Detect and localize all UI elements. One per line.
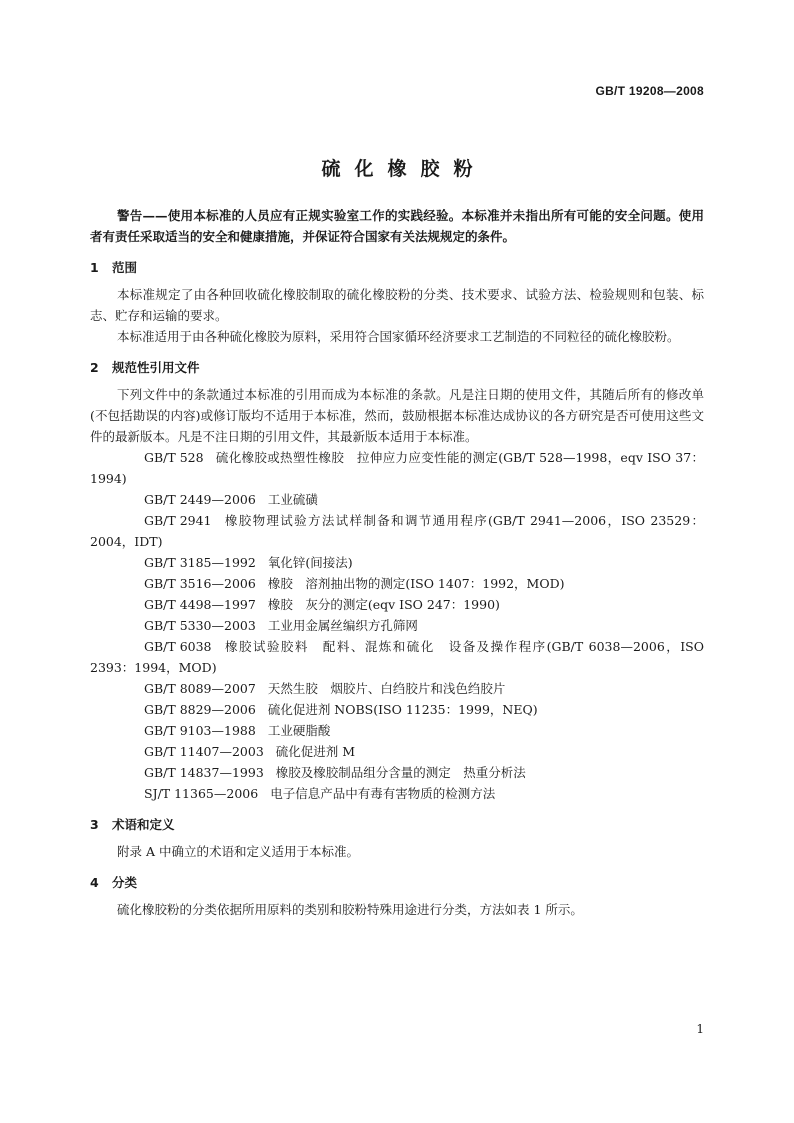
reference-item — [90, 678, 704, 699]
reference-code: GB/T 3185—1992 — [144, 555, 256, 570]
standard-number: GB/T 19208—2008 — [595, 84, 704, 98]
reference-title: 氧化锌(间接法) — [267, 555, 353, 570]
reference-title: 橡胶 灰分的测定(eqv ISO 247：1990) — [267, 597, 500, 612]
reference-code: GB/T 2941 — [144, 513, 212, 528]
section-number: 1 — [90, 260, 99, 275]
reference-item — [90, 636, 704, 678]
reference-code: GB/T 11407—2003 — [144, 744, 264, 759]
reference-code: GB/T 9103—1988 — [144, 723, 256, 738]
reference-item — [90, 594, 704, 615]
reference-item — [90, 510, 704, 552]
reference-title: 硫化促进剂 M — [275, 744, 356, 759]
section-title: 术语和定义 — [112, 817, 175, 832]
page-number: 1 — [696, 1022, 704, 1036]
reference-code: GB/T 5330—2003 — [144, 618, 256, 633]
reference-title: 橡胶 溶剂抽出物的测定(ISO 1407：1992，MOD) — [267, 576, 565, 591]
section-4-heading — [90, 872, 704, 893]
reference-code: GB/T 14837—1993 — [144, 765, 264, 780]
section-1-heading — [90, 257, 704, 278]
reference-title: 橡胶物理试验方法试样制备和调节通用程序(GB/T 2941—2006，ISO 23529：2004，IDT) — [90, 513, 704, 549]
document-title: 硫化橡胶粉 — [321, 158, 487, 180]
warning-paragraph: 警告——使用本标准的人员应有正规实验室工作的实践经验。本标准并未指出所有可能的安全问题。使用者有责任采取适当的安全和健康措施，并保证符合国家有关法规规定的条件。 — [90, 208, 704, 244]
reference-title: 硫化橡胶或热塑性橡胶 拉伸应力应变性能的测定(GB/T 528—1998，eqv ISO 37：1994) — [90, 450, 704, 486]
reference-item — [90, 720, 704, 741]
section-2-heading — [90, 357, 704, 378]
reference-title: 工业硫磺 — [267, 492, 318, 507]
reference-title: 橡胶试验胶料 配料、混炼和硫化 设备及操作程序(GB/T 6038—2006，ISO 2393：1994，MOD) — [90, 639, 704, 675]
terms-paragraph: 附录 A 中确立的术语和定义适用于本标准。 — [117, 844, 359, 859]
section-3-heading — [90, 814, 704, 835]
reference-item — [90, 762, 704, 783]
section-number: 2 — [90, 360, 99, 375]
reference-item — [90, 699, 704, 720]
reference-code: SJ/T 11365—2006 — [144, 786, 259, 801]
section-title: 范围 — [112, 260, 138, 275]
reference-title: 工业硬脂酸 — [267, 723, 331, 738]
reference-code: GB/T 3516—2006 — [144, 576, 256, 591]
reference-code: GB/T 528 — [144, 450, 204, 465]
reference-item — [90, 489, 704, 510]
reference-code: GB/T 8829—2006 — [144, 702, 256, 717]
scope-paragraph: 本标准适用于由各种硫化橡胶为原料，采用符合国家循环经济要求工艺制造的不同粒径的硫化橡胶粉。 — [117, 329, 680, 344]
reference-title: 硫化促进剂 NOBS(ISO 11235：1999，NEQ) — [267, 702, 538, 717]
reference-title: 工业用金属丝编织方孔筛网 — [267, 618, 418, 633]
reference-title: 天然生胶 烟胶片、白绉胶片和浅色绉胶片 — [267, 681, 506, 696]
section-title: 分类 — [112, 875, 138, 890]
section-title: 规范性引用文件 — [112, 360, 200, 375]
reference-code: GB/T 8089—2007 — [144, 681, 256, 696]
reference-item — [90, 615, 704, 636]
reference-title: 橡胶及橡胶制品组分含量的测定 热重分析法 — [275, 765, 526, 780]
reference-code: GB/T 4498—1997 — [144, 597, 256, 612]
scope-paragraph: 本标准规定了由各种回收硫化橡胶制取的硫化橡胶粉的分类、技术要求、试验方法、检验规则和包装、标志、贮存和运输的要求。 — [90, 287, 704, 323]
references-intro: 下列文件中的条款通过本标准的引用而成为本标准的条款。凡是注日期的使用文件，其随后所有的修改单(不包括勘误的内容)或修订版均不适用于本标准，然而，鼓励根据本标准达成协议的各方研究是否可使用这些文件的最新版本。凡是不注日期的引用文件，其最新版本适用于本标准。 — [90, 387, 704, 444]
reference-list — [90, 447, 704, 804]
reference-item — [90, 447, 704, 489]
reference-code: GB/T 2449—2006 — [144, 492, 256, 507]
reference-item — [90, 573, 704, 594]
reference-item — [90, 552, 704, 573]
section-number: 3 — [90, 817, 99, 832]
document-body — [90, 205, 704, 920]
reference-item — [90, 741, 704, 762]
reference-title: 电子信息产品中有毒有害物质的检测方法 — [270, 786, 496, 801]
classification-paragraph: 硫化橡胶粉的分类依据所用原料的类别和胶粉特殊用途进行分类，方法如表 1 所示。 — [117, 902, 583, 917]
reference-item — [90, 783, 704, 804]
reference-code: GB/T 6038 — [144, 639, 212, 654]
section-number: 4 — [90, 875, 99, 890]
